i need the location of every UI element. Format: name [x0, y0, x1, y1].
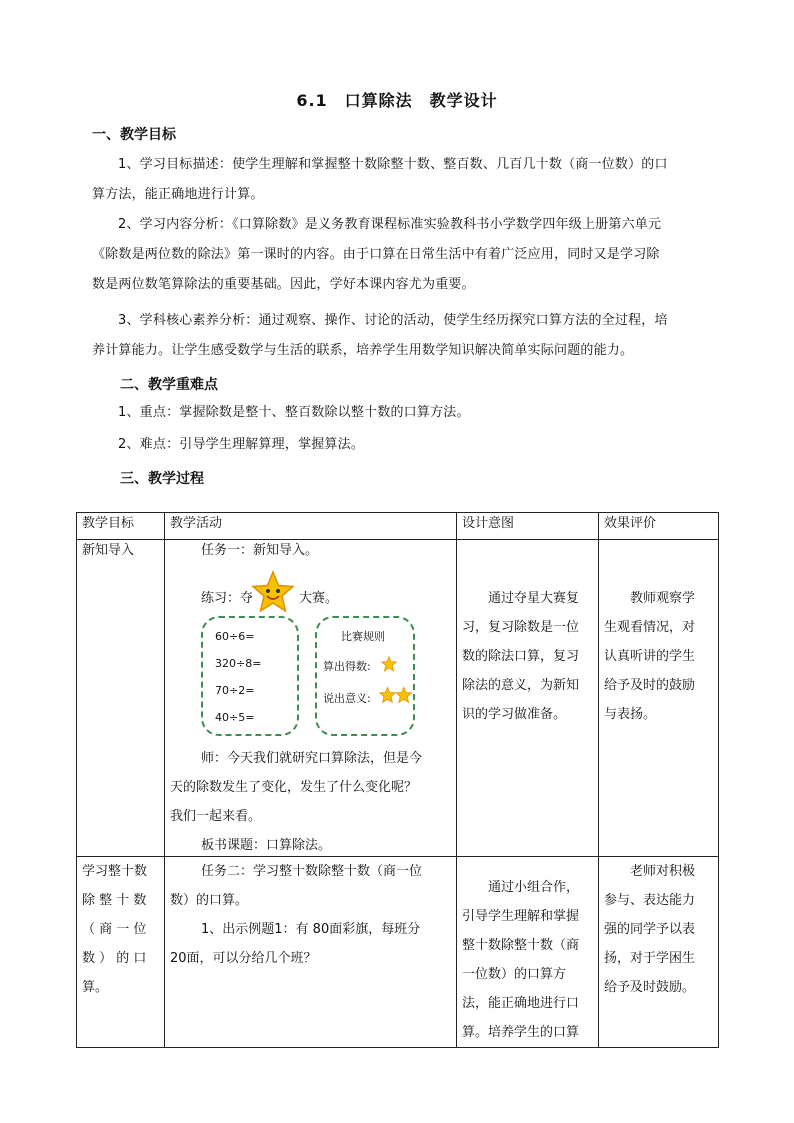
row1-intent [457, 540, 599, 857]
table-row [77, 857, 719, 1048]
text-line: 一位数）的口算方 [462, 967, 567, 982]
text-line: 天的除数发生了变化，发生了什么变化呢？ [170, 780, 418, 795]
text-line: 给予及时鼓励。 [604, 980, 696, 995]
teacher-dialogue [170, 744, 451, 860]
text-line: 习，复习除数是一位 [462, 620, 580, 635]
keypoint-1: 1、重点：掌握除数是整十、整百数除以整十数的口算方法。 [118, 405, 470, 420]
row1-activity [165, 540, 457, 857]
equation: 70÷2= [215, 684, 255, 697]
text-line: 养计算能力。让学生感受数学与生活的联系，培养学生用数学知识解决简单实际问题的能力。 [92, 343, 634, 358]
text-line: 扬，对于学困生 [604, 951, 696, 966]
goals-paragraph-1 [92, 150, 712, 210]
practice-suffix: 大赛。 [299, 591, 339, 606]
header-activity: 教学活动 [165, 513, 457, 540]
text-line: 与表扬。 [604, 707, 657, 722]
text-line: 除 整 十 数 [82, 893, 147, 908]
table-header-row [77, 513, 719, 540]
row2-goal [77, 857, 165, 1048]
text-line: 1、学习目标描述：使学生理解和掌握整十数除整十数、整百数、几百几十数（商一位数）的口 [118, 157, 668, 172]
equation: 320÷8= [215, 657, 262, 670]
text-line: 师：今天我们就研究口算除法，但是今 [201, 751, 423, 766]
text-line: 识的学习做准备。 [462, 707, 567, 722]
text-line: 《除数是两位数的除法》第一课时的内容。由于口算在日常生活中有着广泛应用，同时又是学习除 [92, 247, 660, 262]
row1-goal: 新知导入 [77, 540, 165, 857]
text-line: 法，能正确地进行口 [462, 996, 580, 1011]
text-line: 给予及时的鼓励 [604, 678, 696, 693]
equation: 40÷5= [215, 711, 255, 724]
text-line: 算方法，能正确地进行计算。 [92, 187, 264, 202]
keypoint-2: 2、难点：引导学生理解算理，掌握算法。 [118, 437, 365, 452]
text-line: 1、出示例题1：有 80面彩旗，每班分 [201, 922, 421, 937]
goal-text [82, 857, 159, 1002]
page-title: 6.1 口算除法 教学设计 [296, 91, 498, 110]
text-line: 3、学科核心素养分析：通过观察、操作、讨论的活动，使学生经历探究口算方法的全过程，培 [118, 313, 668, 328]
text-line: 生观看情况，对 [604, 620, 696, 635]
text-line: （ 商 一 位 [82, 922, 147, 937]
equations-box [201, 616, 299, 736]
text-line: 任务二：学习整十数除整十数（商一位 [201, 864, 423, 879]
smiling-star-icon [251, 570, 295, 614]
text-line: 通过夺星大赛复 [488, 591, 580, 606]
goals-paragraph-2 [92, 210, 712, 300]
intent-text [462, 857, 593, 1047]
text-line: 2、学习内容分析：《口算除数》是义务教育课程标准实验教科书小学数学四年级上册第六单元 [118, 217, 662, 232]
text-line: 算。培养学生的口算 [462, 1025, 580, 1040]
text-line: 学习整十数 [82, 864, 148, 879]
text-line: 引导学生理解和掌握 [462, 909, 580, 924]
text-line: 数）的口算。 [170, 893, 249, 908]
board-title: 板书课题：口算除法。 [201, 838, 332, 853]
row2-activity [165, 857, 457, 1048]
header-intent: 设计意图 [457, 513, 599, 540]
text-line: 我们一起来看。 [170, 809, 262, 824]
text-line: 算。 [82, 980, 109, 995]
rules-box [315, 616, 415, 736]
section-heading-keypoints: 二、教学重难点 [120, 377, 218, 393]
text-line: 数的除法口算，复习 [462, 649, 580, 664]
text-line: 强的同学予以表 [604, 922, 696, 937]
table-row [77, 540, 719, 857]
text-line: 老师对积极 [630, 864, 696, 879]
eval-text [604, 857, 713, 1002]
row1-eval [599, 540, 719, 857]
header-goal: 教学目标 [77, 513, 165, 540]
two-stars-icon [379, 686, 413, 704]
rule-compute: 算出得数: [323, 660, 371, 673]
text-line: 数 ） 的 口 [82, 951, 147, 966]
task-one: 任务一：新知导入。 [201, 543, 319, 558]
eval-text [604, 540, 713, 729]
header-eval: 效果评价 [599, 513, 719, 540]
text-line: 教师观察学 [630, 591, 696, 606]
section-heading-goals: 一、教学目标 [92, 127, 176, 143]
star-icon [381, 656, 397, 672]
equation: 60÷6= [215, 630, 255, 643]
text-line: 整十数除整十数（商 [462, 938, 580, 953]
text-line: 数是两位数笔算除法的重要基础。因此，学好本课内容尤为重要。 [92, 277, 475, 292]
section-heading-process: 三、教学过程 [120, 471, 204, 487]
text-line: 除法的意义，为新知 [462, 678, 580, 693]
activity-text [170, 857, 451, 973]
rules-title: 比赛规则 [341, 630, 385, 643]
teaching-process-table [76, 512, 719, 1048]
row2-eval [599, 857, 719, 1048]
intent-text [462, 540, 593, 729]
rule-meaning: 说出意义: [323, 692, 371, 705]
row2-intent [457, 857, 599, 1048]
text-line: 认真听讲的学生 [604, 649, 696, 664]
practice-prefix: 练习：夺 [201, 591, 254, 606]
goals-paragraph-3 [92, 306, 712, 366]
text-line: 参与、表达能力 [604, 893, 696, 908]
text-line: 20面，可以分给几个班？ [170, 951, 317, 966]
text-line: 通过小组合作， [488, 880, 580, 895]
